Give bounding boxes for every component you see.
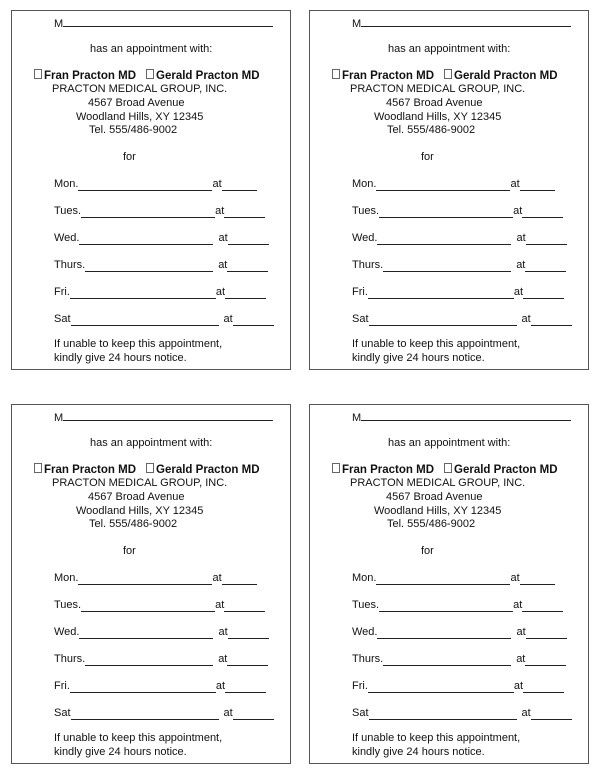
day-row-wed — [352, 626, 567, 639]
time-field[interactable] — [225, 682, 266, 693]
telephone: Tel. 555/486-9002 — [89, 124, 178, 136]
day-row-fri — [54, 680, 266, 693]
at-label: at — [223, 707, 233, 719]
day-row-wed — [352, 232, 567, 245]
address-line-2: Woodland Hills, XY 12345 — [374, 111, 502, 123]
telephone: Tel. 555/486-9002 — [387, 124, 476, 136]
doctor-1-checkbox[interactable] — [332, 463, 340, 473]
at-label: at — [215, 286, 226, 298]
time-field[interactable] — [526, 628, 567, 639]
time-field[interactable] — [520, 574, 555, 585]
address-line-1: 4567 Broad Avenue — [386, 491, 483, 503]
time-field[interactable] — [525, 261, 566, 272]
time-field[interactable] — [522, 207, 563, 218]
for-label: for — [123, 545, 136, 557]
date-field[interactable] — [70, 288, 216, 299]
at-label: at — [218, 232, 228, 244]
date-field[interactable] — [377, 628, 511, 639]
day-label: Tues. — [54, 205, 82, 217]
appointment-with-label: has an appointment with: — [388, 43, 511, 55]
group-name: PRACTON MEDICAL GROUP, INC. — [52, 83, 228, 95]
day-row-mon — [352, 572, 555, 585]
day-label: Thurs. — [352, 653, 384, 665]
day-row-thurs — [54, 653, 268, 666]
day-row-sat — [352, 707, 572, 720]
address-line-1: 4567 Broad Avenue — [386, 97, 483, 109]
address-line-1: 4567 Broad Avenue — [88, 97, 185, 109]
doctor-2-checkbox[interactable] — [444, 69, 452, 79]
for-label: for — [123, 151, 136, 163]
patient-name-field[interactable] — [63, 16, 273, 27]
doctor-2-label: Gerald Practon MD — [454, 464, 558, 476]
time-field[interactable] — [228, 234, 269, 245]
day-label: Fri. — [352, 680, 368, 692]
time-field[interactable] — [224, 601, 265, 612]
date-field[interactable] — [377, 234, 511, 245]
day-label: Tues. — [352, 599, 380, 611]
appointment-card — [11, 10, 291, 370]
for-label: for — [421, 545, 434, 557]
day-label: Mon. — [54, 178, 79, 190]
patient-name-field[interactable] — [361, 16, 571, 27]
at-label: at — [513, 205, 523, 217]
day-row-sat — [352, 313, 572, 326]
address-line-1: 4567 Broad Avenue — [88, 491, 185, 503]
at-label: at — [521, 707, 531, 719]
time-field[interactable] — [224, 207, 265, 218]
time-field[interactable] — [233, 315, 274, 326]
at-label: at — [516, 653, 526, 665]
appointment-with-label: has an appointment with: — [90, 437, 213, 449]
day-row-mon — [352, 178, 555, 191]
at-label: at — [215, 205, 225, 217]
day-label: Thurs. — [54, 653, 86, 665]
time-field[interactable] — [531, 709, 572, 720]
group-name: PRACTON MEDICAL GROUP, INC. — [350, 83, 526, 95]
name-prefix: M — [54, 18, 64, 30]
doctor-1-checkbox[interactable] — [332, 69, 340, 79]
date-field[interactable] — [369, 709, 517, 720]
day-label: Sat — [352, 707, 369, 719]
notice-line-2: kindly give 24 hours notice. — [352, 746, 485, 758]
appointment-with-label: has an appointment with: — [90, 43, 213, 55]
appointment-card — [309, 404, 589, 764]
day-row-sat — [54, 707, 274, 720]
day-label: Thurs. — [54, 259, 86, 271]
appointment-with-label: has an appointment with: — [388, 437, 511, 449]
day-row-tues — [54, 599, 265, 612]
notice-line-1: If unable to keep this appointment, — [54, 338, 223, 350]
date-field[interactable] — [71, 709, 219, 720]
day-label: Fri. — [54, 286, 70, 298]
date-field[interactable] — [85, 261, 213, 272]
at-label: at — [215, 680, 226, 692]
patient-name-line — [54, 410, 273, 425]
at-label: at — [218, 626, 228, 638]
time-field[interactable] — [526, 234, 567, 245]
doctor-1-label: Fran Practon MD — [44, 70, 137, 82]
day-label: Wed. — [54, 626, 80, 638]
at-label: at — [510, 572, 520, 584]
doctor-options — [332, 463, 558, 477]
time-field[interactable] — [222, 180, 257, 191]
date-field[interactable] — [379, 207, 513, 218]
day-row-thurs — [54, 259, 268, 272]
doctor-1-label: Fran Practon MD — [342, 70, 435, 82]
time-field[interactable] — [225, 288, 266, 299]
patient-name-line — [352, 16, 571, 31]
address-line-2: Woodland Hills, XY 12345 — [374, 505, 502, 517]
at-label: at — [218, 259, 228, 271]
date-field[interactable] — [368, 682, 514, 693]
day-label: Wed. — [352, 626, 378, 638]
time-field[interactable] — [233, 709, 274, 720]
day-row-sat — [54, 313, 274, 326]
date-field[interactable] — [368, 288, 514, 299]
day-row-fri — [352, 680, 564, 693]
group-name: PRACTON MEDICAL GROUP, INC. — [350, 477, 526, 489]
day-label: Fri. — [352, 286, 368, 298]
date-field[interactable] — [78, 180, 212, 191]
date-field[interactable] — [79, 628, 213, 639]
notice-line-2: kindly give 24 hours notice. — [352, 352, 485, 364]
notice-line-1: If unable to keep this appointment, — [352, 732, 521, 744]
doctor-1-checkbox[interactable] — [34, 463, 42, 473]
day-label: Sat — [352, 313, 369, 325]
time-field[interactable] — [227, 655, 268, 666]
day-row-mon — [54, 178, 257, 191]
date-field[interactable] — [383, 261, 511, 272]
date-field[interactable] — [369, 315, 517, 326]
doctor-2-label: Gerald Practon MD — [454, 70, 558, 82]
day-label: Sat — [54, 707, 71, 719]
notice-line-2: kindly give 24 hours notice. — [54, 352, 187, 364]
time-field[interactable] — [227, 261, 268, 272]
day-row-tues — [352, 599, 563, 612]
notice-line-2: kindly give 24 hours notice. — [54, 746, 187, 758]
for-label: for — [421, 151, 434, 163]
day-label: Tues. — [54, 599, 82, 611]
at-label: at — [513, 286, 524, 298]
day-label: Thurs. — [352, 259, 384, 271]
at-label: at — [513, 680, 524, 692]
doctor-options — [34, 463, 260, 477]
time-field[interactable] — [523, 682, 564, 693]
day-row-mon — [54, 572, 257, 585]
date-field[interactable] — [79, 234, 213, 245]
name-prefix: M — [352, 412, 362, 424]
date-field[interactable] — [85, 655, 213, 666]
at-label: at — [516, 232, 526, 244]
day-row-thurs — [352, 653, 566, 666]
time-field[interactable] — [525, 655, 566, 666]
date-field[interactable] — [78, 574, 212, 585]
time-field[interactable] — [222, 574, 257, 585]
time-field[interactable] — [522, 601, 563, 612]
day-row-tues — [54, 205, 265, 218]
doctor-2-checkbox[interactable] — [146, 69, 154, 79]
date-field[interactable] — [383, 655, 511, 666]
doctor-1-checkbox[interactable] — [34, 69, 42, 79]
time-field[interactable] — [520, 180, 555, 191]
telephone: Tel. 555/486-9002 — [89, 518, 178, 530]
day-label: Fri. — [54, 680, 70, 692]
day-row-wed — [54, 626, 269, 639]
date-field[interactable] — [70, 682, 216, 693]
group-name: PRACTON MEDICAL GROUP, INC. — [52, 477, 228, 489]
at-label: at — [218, 653, 228, 665]
day-row-fri — [352, 286, 564, 299]
date-field[interactable] — [376, 180, 510, 191]
doctor-2-label: Gerald Practon MD — [156, 70, 260, 82]
day-row-fri — [54, 286, 266, 299]
name-prefix: M — [54, 412, 64, 424]
at-label: at — [212, 178, 222, 190]
name-prefix: M — [352, 18, 362, 30]
patient-name-field[interactable] — [361, 410, 571, 421]
notice-line-1: If unable to keep this appointment, — [54, 732, 223, 744]
day-label: Sat — [54, 313, 71, 325]
at-label: at — [516, 626, 526, 638]
day-label: Tues. — [352, 205, 380, 217]
time-field[interactable] — [228, 628, 269, 639]
doctor-2-checkbox[interactable] — [146, 463, 154, 473]
doctor-1-label: Fran Practon MD — [342, 464, 435, 476]
at-label: at — [521, 313, 531, 325]
day-label: Wed. — [54, 232, 80, 244]
patient-name-field[interactable] — [63, 410, 273, 421]
day-label: Mon. — [352, 572, 377, 584]
patient-name-line — [54, 16, 273, 31]
day-label: Mon. — [352, 178, 377, 190]
address-line-2: Woodland Hills, XY 12345 — [76, 111, 204, 123]
at-label: at — [513, 599, 523, 611]
notice-line-1: If unable to keep this appointment, — [352, 338, 521, 350]
at-label: at — [516, 259, 526, 271]
day-label: Wed. — [352, 232, 378, 244]
time-field[interactable] — [523, 288, 564, 299]
at-label: at — [212, 572, 222, 584]
doctor-2-label: Gerald Practon MD — [156, 464, 260, 476]
appointment-card — [309, 10, 589, 370]
telephone: Tel. 555/486-9002 — [387, 518, 476, 530]
doctor-options — [34, 69, 260, 83]
date-field[interactable] — [71, 315, 219, 326]
day-label: Mon. — [54, 572, 79, 584]
at-label: at — [215, 599, 225, 611]
doctor-options — [332, 69, 558, 83]
date-field[interactable] — [376, 574, 510, 585]
time-field[interactable] — [531, 315, 572, 326]
at-label: at — [510, 178, 520, 190]
at-label: at — [223, 313, 233, 325]
patient-name-line — [352, 410, 571, 425]
doctor-2-checkbox[interactable] — [444, 463, 452, 473]
doctor-1-label: Fran Practon MD — [44, 464, 137, 476]
date-field[interactable] — [379, 601, 513, 612]
day-row-tues — [352, 205, 563, 218]
day-row-thurs — [352, 259, 566, 272]
address-line-2: Woodland Hills, XY 12345 — [76, 505, 204, 517]
date-field[interactable] — [81, 207, 215, 218]
appointment-card — [11, 404, 291, 764]
date-field[interactable] — [81, 601, 215, 612]
day-row-wed — [54, 232, 269, 245]
